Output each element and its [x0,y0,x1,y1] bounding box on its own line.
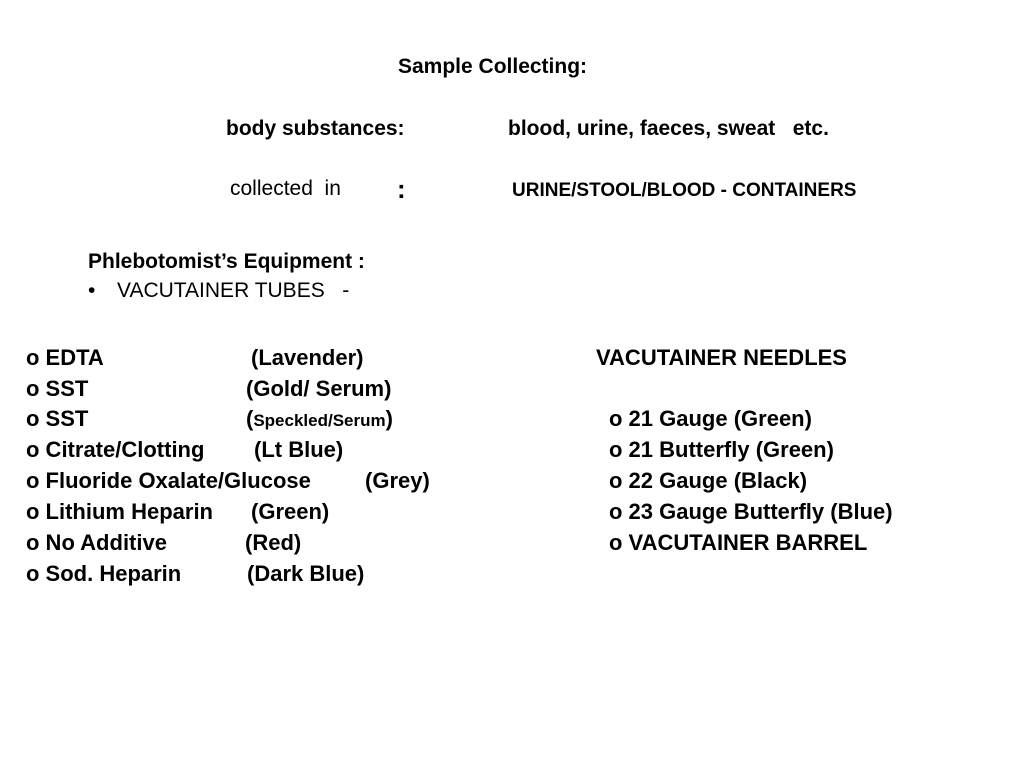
equipment-heading: Phlebotomist’s Equipment : [88,250,365,273]
tube-color-small: Speckled/Serum [253,411,386,430]
tube-color: (Lavender) [251,345,364,370]
tube-color: (Gold/ Serum) [246,376,392,401]
tube-color: (Red) [245,530,302,555]
tube-color-close: ) [385,406,393,431]
collected-in-colon: : [397,174,406,204]
equipment-bullet: • [88,279,96,302]
tube-name: o No Additive [26,530,167,555]
tube-color: (Lt Blue) [254,437,344,462]
tube-name: o Sod. Heparin [26,561,182,586]
tube-name: o EDTA [26,345,104,370]
tube-name: o SST [26,406,89,431]
tube-color [246,408,393,430]
needle-item: o VACUTAINER BARREL [609,530,868,555]
tube-name: o SST [26,376,89,401]
needles-heading: VACUTAINER NEEDLES [596,345,847,370]
needle-item: o 22 Gauge (Black) [609,468,808,493]
tube-color: (Dark Blue) [247,561,365,586]
tube-name: o Fluoride Oxalate/Glucose [26,468,311,493]
collected-in-value: URINE/STOOL/BLOOD - CONTAINERS [512,180,857,201]
collected-in-label: collected in [230,177,341,200]
tube-name: o Lithium Heparin [26,499,213,524]
page-title: Sample Collecting: [398,55,588,78]
tube-color: (Grey) [365,468,430,493]
equipment-item: VACUTAINER TUBES - [117,279,350,302]
body-substances-value: blood, urine, faeces, sweat etc. [508,117,829,140]
tube-name: o Citrate/Clotting [26,437,205,462]
body-substances-label: body substances: [226,117,405,140]
needle-item: o 21 Gauge (Green) [609,406,812,431]
needle-item: o 23 Gauge Butterfly (Blue) [609,499,893,524]
tube-color: (Green) [251,499,330,524]
tube-color-open: ( [246,406,254,431]
needle-item: o 21 Butterfly (Green) [609,437,834,462]
